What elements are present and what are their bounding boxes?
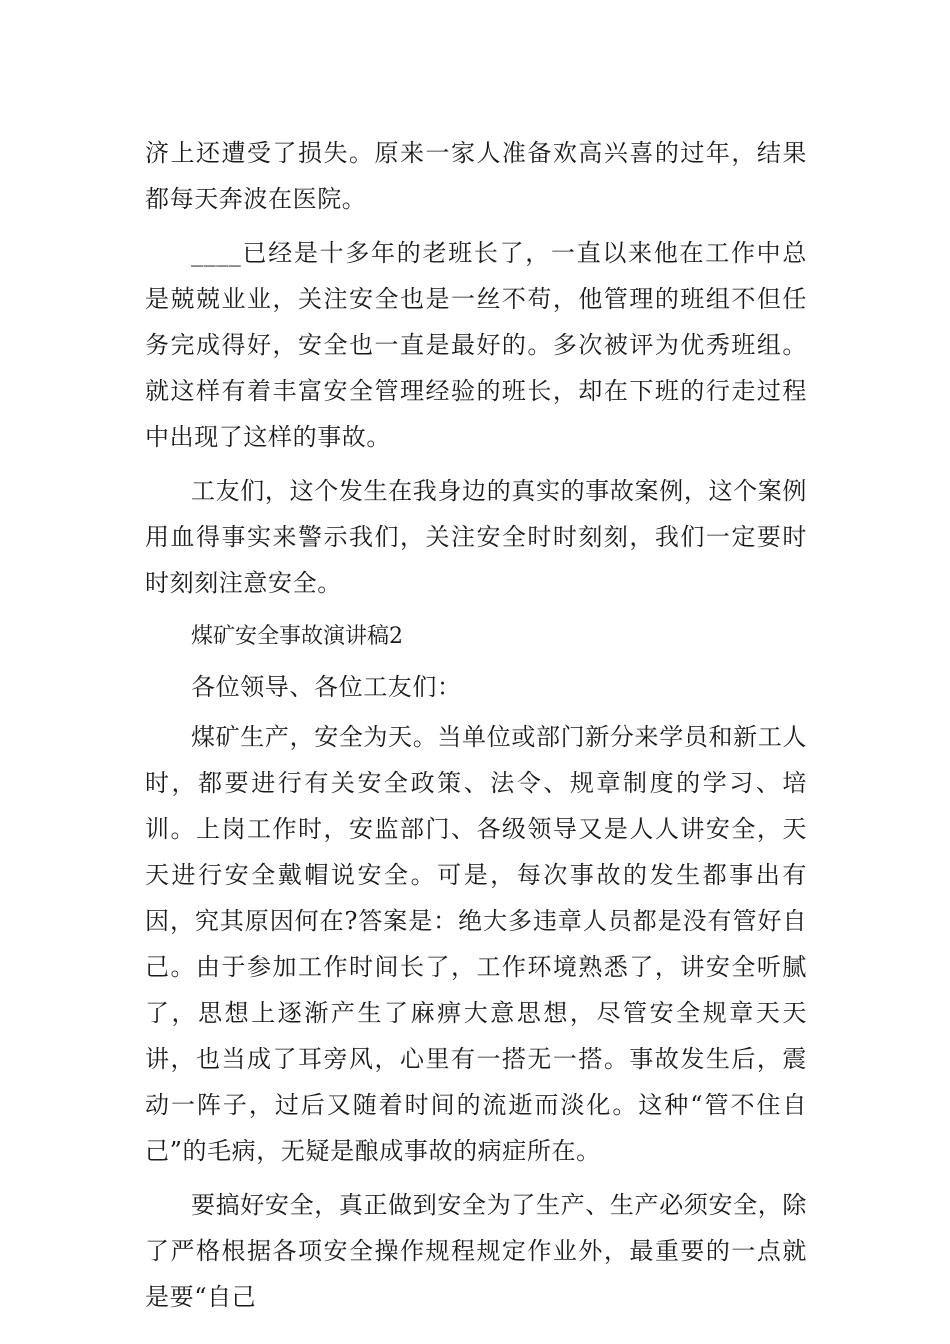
- paragraph-continuation: 济上还遭受了损失。原来一家人准备欢高兴喜的过年，结果都每天奔波在医院。: [145, 139, 807, 213]
- paragraph-warning: 工友们，这个发生在我身边的真实的事故案例，这个案例用血得事实来警示我们，关注安全时时刻刻，我们一定要时时刻刻注意安全。: [145, 477, 807, 597]
- paragraph-manage-yourself: 要搞好安全，真正做到安全为了生产、生产必须安全，除了严格根据各项安全操作规程规定作业外，最重要的一点就是要“自己: [145, 1191, 807, 1311]
- paragraph-safety-first: 煤矿生产，安全为天。当单位或部门新分来学员和新工人时，都要进行有关安全政策、法令、规章制度的学习、培训。上岗工作时，安监部门、各级领导又是人人讲安全，天天进行安全戴帽说安全。可是，每次事故的发生都事出有因，究其原因何在?答案是：绝大多违章人员都是没有管好自己。由于参加工作时间长了，工作环境熟悉了，讲安全听腻了，思想上逐渐产生了麻痹大意思想，尽管安全规章天天讲，也当成了耳旁风，心里有一搭无一搭。事故发生后，震动一阵子，过后又随着时间的流逝而淡化。这种“管不住自己”的毛病，无疑是酿成事故的病症所在。: [145, 723, 807, 1165]
- document-page: [145, 130, 807, 1320]
- salutation: 各位领导、各位工友们：: [191, 673, 462, 701]
- speech-title: 煤矿安全事故演讲稿2: [191, 624, 403, 649]
- paragraph-team-leader: ____已经是十多年的老班长了，一直以来他在工作中总是兢兢业业，关注安全也是一丝不苟，他管理的班组不但任务完成得好，安全也一直是最好的。多次被评为优秀班组。就这样有着丰富安全管理经验的班长，却在下班的行走过程中出现了这样的事故。: [145, 239, 807, 451]
